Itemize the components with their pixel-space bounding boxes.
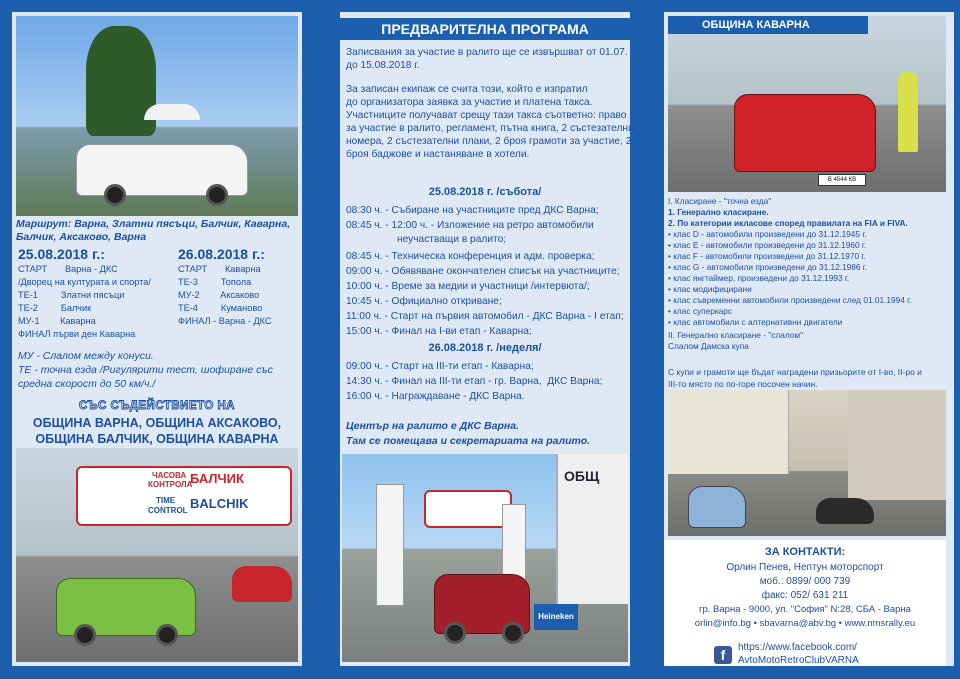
intro2-line: до организатора заявка за участие и платена такса. [346,97,593,108]
note-line: МУ - Слалом между конуси. [18,350,154,362]
facebook-icon[interactable] [714,646,732,664]
contacts-emails[interactable]: orlin@info.bg • sbavarna@abv.bg • www.nmsrally.eu [694,618,916,629]
center-note: Там се помещава и секретариата на ралито. [346,435,591,447]
red-pickup-car [734,94,876,172]
classification-line: • клас суперкарс [668,306,733,316]
building-shape [848,390,946,500]
classification-line: Слалом Дамска купа [668,341,749,351]
day2-row: МУ-2 Аксаково [178,290,260,300]
photo-balchik-trabant [16,448,298,662]
building-shape [668,390,789,474]
classification-line: • клас Е - автомобили произведени до 31.12.1960 г. [668,240,867,250]
intro2-line: Участниците получават срещу тази такса съответно: право [346,110,627,121]
banner-text: BALCHIK [190,496,249,511]
day1-row: ТЕ-1 Златни пясъци [18,290,125,300]
schedule-row: 09:00 ч. - Старт на III-ти етап - Каварна; [346,361,534,372]
intro2-line: броя баджове и настаняване в хотели. [346,149,530,160]
schedule-row: 15:00 ч. - Финал на I-ви етап - Каварна; [346,326,532,337]
day2-row: ФИНАЛ - Варна - ДКС [178,316,272,326]
intro2-line: номера, 2 състезателни плаки, 2 броя грамоти за участие, 2 [346,136,632,147]
heineken-flag [534,604,578,630]
intro1-line: до 15.08.2018 г. [346,60,420,71]
coop-line: ОБЩИНА ВАРНА, ОБЩИНА АКСАКОВО, [32,416,282,430]
schedule-row: 08:45 ч. - Техническа конференция и адм. проверка; [346,251,595,262]
classification-line: • клас D - автомобили произведени до 31.12.1945 г. [668,229,867,239]
schedule-row: 10:45 ч. - Официално откриване; [346,296,502,307]
schedule-row: 08:45 ч. - 12:00 ч. - Изложение на ретро автомобили [346,220,594,231]
right-panel [664,12,954,666]
classification-line: I. Класиране - "точна езда" [668,196,772,206]
route-line-2: Балчик, Аксаково, Варна [16,231,147,243]
note-line: ТЕ - точна езда /Ригулярити тест, шофиране със [18,364,273,376]
contacts-address: гр. Варна - 9000, ул. "София" N:28, СБА - Варна [699,604,911,615]
marshal-figure [898,72,918,152]
intro1-line: Записвания за участие в ралито ще се извършват от 01.07. [346,47,628,58]
left-panel [12,12,302,666]
awards-line: С купи и грамоти ще бъдат наградени призьорите от I-во, II-ро и [668,367,922,377]
contacts-box [664,540,946,666]
day2-title: 26.08.2018 г. /неделя/ [428,342,542,354]
arch-pole [376,484,404,606]
photo-kavarna-red-car [668,16,946,192]
schedule-row: 16:00 ч. - Награждаване - ДКС Варна. [346,391,525,402]
contacts-mobile: моб.: 0899/ 000 739 [759,576,851,587]
coop-line: ОБЩИНА БАЛЧИК, ОБЩИНА КАВАРНА [35,432,279,446]
blue-2cv-car [688,486,746,528]
program-title: ПРЕДВАРИТЕЛНА ПРОГРАМА [340,18,630,40]
classification-line: 1. Генерално класиране. [668,207,769,217]
schedule-row: неучастващи в ралито; [346,234,507,245]
classification-line: • клас G - автомобили произведени до 31.12.1986 г. [668,262,868,272]
schedule-row: 10:00 ч. - Време за медии и участници /интервюта/; [346,281,590,292]
classification-line: • клас съвременни автомобили произведени след 01.01.1994 г. [668,295,912,305]
photo-vintage-street [668,390,946,536]
note-line: средна скорост до 50 км/ч./ [18,378,156,390]
day1-row: СТАРТ Варна - ДКС [18,264,118,274]
schedule-row: 09:00 ч. - Обявяване окончателен списък на участниците; [346,266,620,277]
facebook-url[interactable]: https://www.facebook.com/ [738,642,857,653]
start-arch-banner [424,490,512,528]
schedule-row: 08:30 ч. - Събиране на участниците пред ДКС Варна; [346,205,599,216]
banner-text: КОНТРОЛА [148,480,193,489]
car-plate-text: В 4544 КВ [827,177,857,183]
day1-title: 25.08.2018 г. /събота/ [428,186,542,198]
car-plate [818,174,866,186]
contacts-title: ЗА КОНТАКТИ: [764,546,846,558]
day1-row: МУ-1 Каварна [18,316,96,326]
day1-row: /Дворец на културата и спорта/ [18,277,151,287]
photo-coastal-rally-car [16,16,298,216]
umbrella-shape [144,104,200,120]
facebook-icon-letter: f [720,647,726,663]
municipality-label-text: ОБЩИНА КАВАРНА [702,19,810,31]
schedule-row: 11:00 ч. - Старт на първия автомобил - ДКС Варна - I етап; [346,311,624,322]
wheel [502,622,524,644]
building-shape [556,454,628,604]
route-line-1: Маршрут: Варна, Златни пясъци, Балчик, Каварна, [16,218,291,230]
time-control-banner [76,466,292,526]
red-car [232,566,292,602]
flag-text: Heineken [538,612,574,621]
contacts-name: Орлин Пенев, Нептун моторспорт [726,562,884,573]
classification-line: 2. По категории икласове според правилата на FIA и FIVA. [668,218,908,228]
day2-row: ТЕ-3 Топола [178,277,252,287]
center-note: Център на ралито е ДКС Варна. [346,420,519,432]
day2-date: 26.08.2018 г.: [178,246,265,262]
middle-panel [340,12,634,666]
banner-text: ЧАСОВА [152,471,187,480]
municipality-label [668,16,868,34]
banner-text: БАЛЧИК [190,471,244,486]
wheel [206,184,228,206]
intro2-line: За записан екипаж се счита този, който е изпратил [346,84,588,95]
black-roadster-car [816,498,874,524]
wheel [156,624,178,646]
banner-text: TIME [156,496,176,505]
day1-date: 25.08.2018 г.: [18,246,105,262]
wheel [444,622,466,644]
schedule-row: 14:30 ч. - Финал на III-ти етап - гр. Варна, ДКС Варна; [346,376,603,387]
banner-text: CONTROL [148,506,188,515]
day1-row: ТЕ-2 Балчик [18,303,92,313]
contacts-fax: факс: 052/ 631 211 [761,590,849,601]
wheel [74,624,96,646]
classification-line: • клас автомобили с алтернативни двигатели [668,317,843,327]
classification-line: • клас F - автомобили произведени до 31.12.1970 г. [668,251,866,261]
coop-title: СЪС СЪДЕЙСТВИЕТО НА [78,400,236,412]
photo-start-arch [342,454,628,662]
day1-row: ФИНАЛ първи ден Каварна [18,329,136,339]
intro2-line: за участие в ралито, регламент, пътна книга, 2 състезателни [346,123,634,134]
classification-line: II. Генерално класиране - "слалом" [668,330,804,340]
facebook-page[interactable]: AvtoMotoRetroClubVARNA [738,655,859,666]
classification-line: • клас модифицирани [668,284,752,294]
classification-line: • клас янгтаймер, произведени до 31.12.1993 г. [668,273,850,283]
day2-row: ТЕ-4 Куманово [178,303,263,313]
building-sign: ОБЩ [564,468,600,484]
awards-line: III-то място по по-горе посочен начин. [668,379,818,389]
day2-row: СТАРТ Каварна [178,264,261,274]
wheel [104,184,126,206]
